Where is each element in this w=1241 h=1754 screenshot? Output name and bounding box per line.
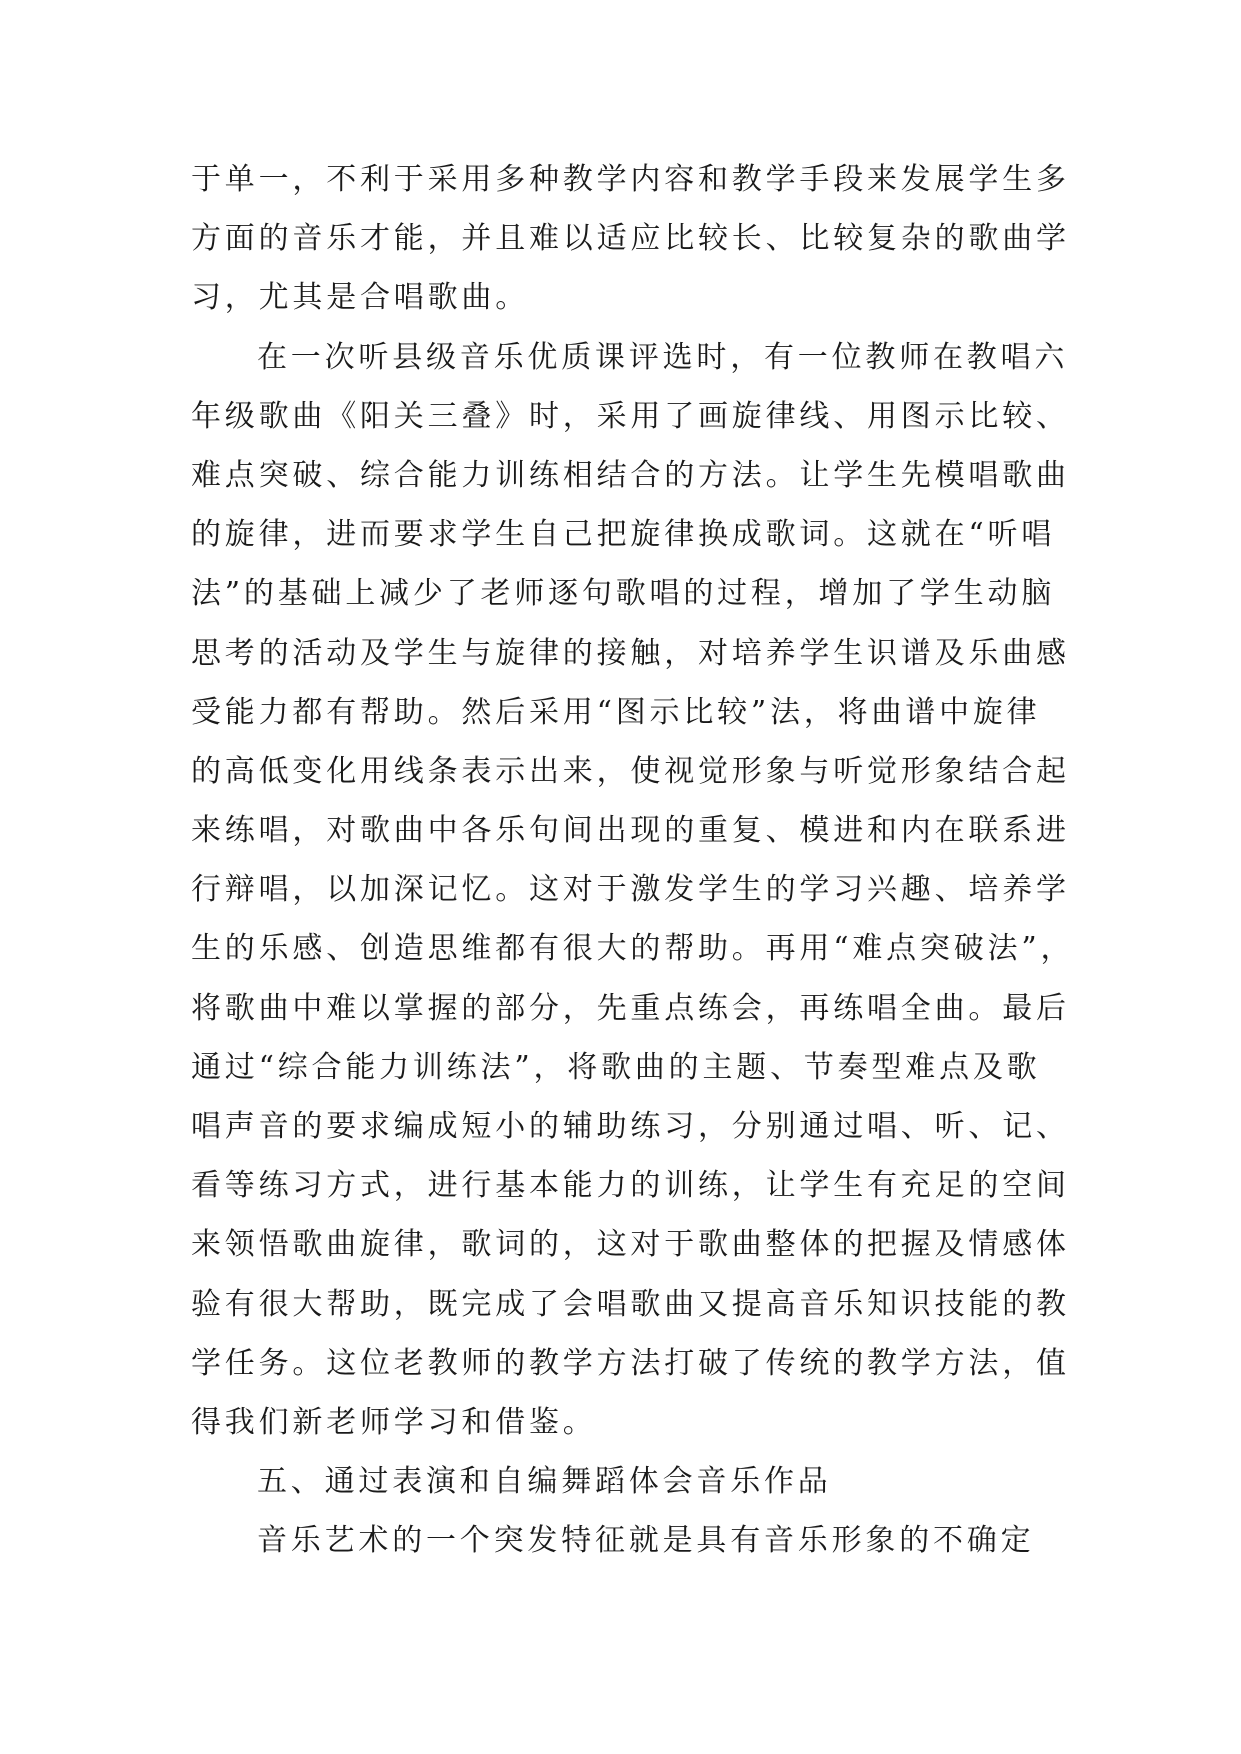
text-line: 方面的音乐才能，并且难以适应比较长、比较复杂的歌曲学 bbox=[191, 221, 1070, 257]
text-line: 习，尤其是合唱歌曲。 bbox=[191, 280, 529, 316]
text-line: 行辩唱，以加深记忆。这对于激发学生的学习兴趣、培养学 bbox=[191, 872, 1070, 908]
text-line: 年级歌曲《阳关三叠》时，采用了画旋律线、用图示比较、 bbox=[191, 398, 1070, 434]
text-line: 的旋律，进而要求学生自己把旋律换成歌词。这就在“听唱 bbox=[191, 517, 1056, 553]
text-line: 看等练习方式，进行基本能力的训练，让学生有充足的空间 bbox=[191, 1168, 1070, 1204]
text-line: 来练唱，对歌曲中各乐句间出现的重复、模进和内在联系进 bbox=[191, 813, 1070, 849]
text-line: 来领悟歌曲旋律，歌词的，这对于歌曲整体的把握及情感体 bbox=[191, 1227, 1070, 1263]
text-line: 将歌曲中难以掌握的部分，先重点练会，再练唱全曲。最后 bbox=[191, 990, 1070, 1026]
document-body bbox=[191, 150, 1075, 1571]
text-line: 的高低变化用线条表示出来，使视觉形象与听觉形象结合起 bbox=[191, 753, 1070, 789]
text-line: 学任务。这位老教师的教学方法打破了传统的教学方法，值 bbox=[191, 1345, 1070, 1381]
paragraph-start-line: 音乐艺术的一个突发特征就是具有音乐形象的不确定 bbox=[257, 1523, 1035, 1559]
text-line: 思考的活动及学生与旋律的接触，对培养学生识谱及乐曲感 bbox=[191, 635, 1070, 671]
text-line: 生的乐感、创造思维都有很大的帮助。再用“难点突破法”， bbox=[191, 931, 1075, 967]
text-line: 法”的基础上减少了老师逐句歌唱的过程，增加了学生动脑 bbox=[191, 576, 1056, 612]
text-line: 受能力都有帮助。然后采用“图示比较”法，将曲谱中旋律 bbox=[191, 694, 1041, 730]
text-line: 通过“综合能力训练法”，将歌曲的主题、节奏型难点及歌 bbox=[191, 1049, 1041, 1085]
section-heading: 五、通过表演和自编舞蹈体会音乐作品 bbox=[257, 1464, 832, 1500]
text-line: 唱声音的要求编成短小的辅助练习，分别通过唱、听、记、 bbox=[191, 1109, 1070, 1144]
paragraph-start-line: 在一次听县级音乐优质课评选时，有一位教师在教唱六 bbox=[257, 339, 1069, 375]
text-line: 于单一，不利于采用多种教学内容和教学手段来发展学生多 bbox=[191, 162, 1070, 197]
text-line: 得我们新老师学习和借鉴。 bbox=[191, 1404, 597, 1440]
text-line: 难点突破、综合能力训练相结合的方法。让学生先模唱歌曲 bbox=[191, 457, 1070, 493]
text-line: 验有很大帮助，既完成了会唱歌曲又提高音乐知识技能的教 bbox=[191, 1286, 1070, 1322]
